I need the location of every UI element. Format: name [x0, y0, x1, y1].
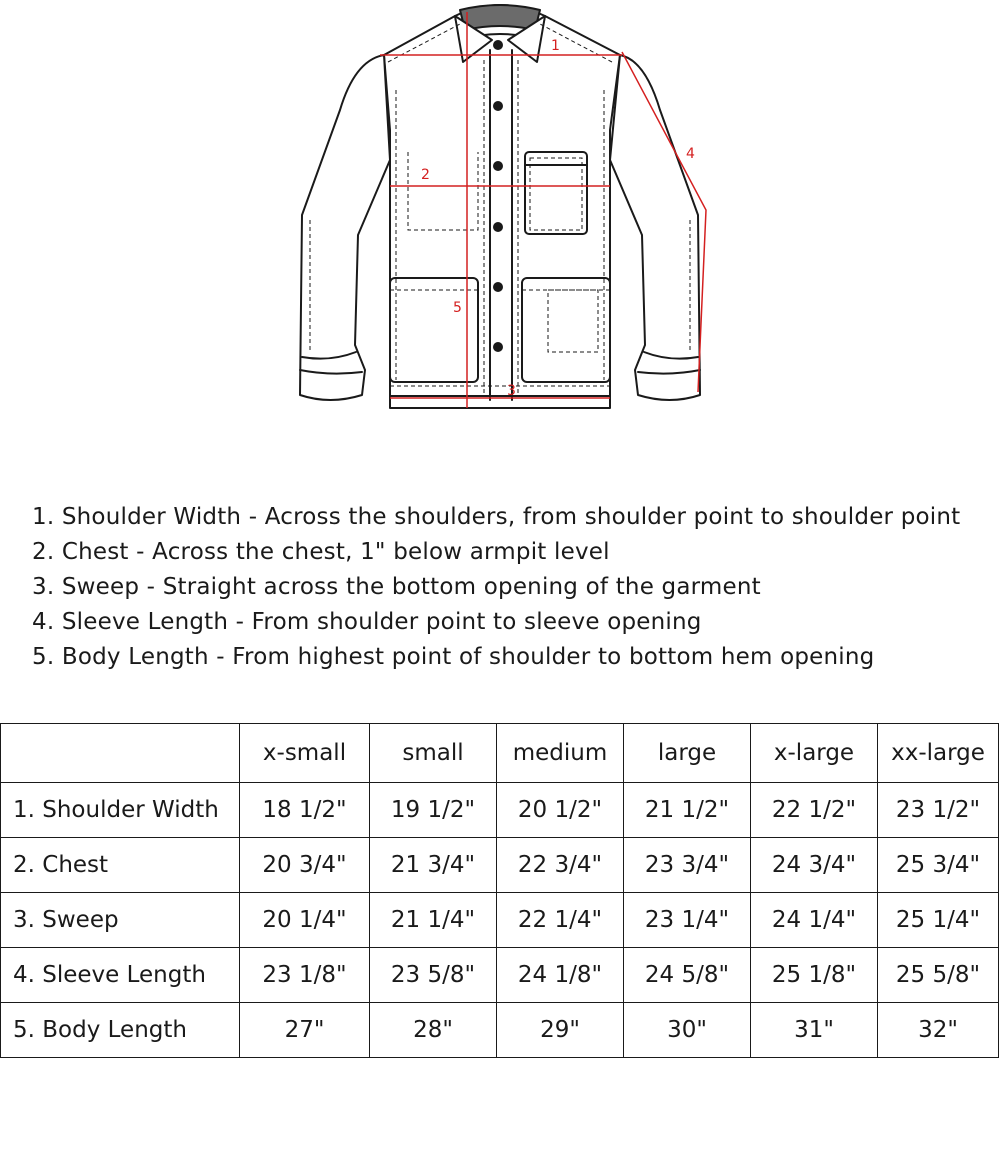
table-cell: 22 1/4"	[497, 893, 624, 948]
size-header-xsmall: x-small	[240, 724, 370, 783]
table-cell: 24 1/4"	[751, 893, 878, 948]
size-header-large: large	[624, 724, 751, 783]
table-cell: 24 1/8"	[497, 948, 624, 1003]
row-label: 1. Shoulder Width	[1, 783, 240, 838]
table-cell: 24 5/8"	[624, 948, 751, 1003]
table-header-row	[1, 724, 999, 783]
definition-body-length: 5. Body Length - From highest point of shoulder to bottom hem opening	[32, 644, 875, 670]
table-row	[1, 783, 999, 838]
table-cell: 21 1/4"	[370, 893, 497, 948]
table-cell: 19 1/2"	[370, 783, 497, 838]
size-chart-table	[0, 723, 999, 1058]
definition-chest: 2. Chest - Across the chest, 1" below armpit level	[32, 539, 610, 565]
table-row	[1, 838, 999, 893]
table-cell: 25 1/4"	[878, 893, 999, 948]
definition-shoulder-width: 1. Shoulder Width - Across the shoulders, from shoulder point to shoulder point	[32, 504, 961, 530]
left-sleeve-outline	[300, 55, 390, 400]
table-cell: 18 1/2"	[240, 783, 370, 838]
row-label: 5. Body Length	[1, 1003, 240, 1058]
table-cell: 28"	[370, 1003, 497, 1058]
label-sweep: 3	[507, 383, 516, 399]
table-cell: 20 3/4"	[240, 838, 370, 893]
table-cell: 23 3/4"	[624, 838, 751, 893]
table-cell: 20 1/2"	[497, 783, 624, 838]
table-cell: 20 1/4"	[240, 893, 370, 948]
table-cell: 25 3/4"	[878, 838, 999, 893]
table-cell: 32"	[878, 1003, 999, 1058]
table-cell: 25 1/8"	[751, 948, 878, 1003]
table-cell: 23 5/8"	[370, 948, 497, 1003]
label-shoulder: 1	[551, 38, 560, 54]
table-row	[1, 1003, 999, 1058]
label-chest: 2	[421, 167, 430, 183]
table-corner-cell	[1, 724, 240, 783]
table-cell: 22 3/4"	[497, 838, 624, 893]
table-cell: 21 3/4"	[370, 838, 497, 893]
table-cell: 23 1/2"	[878, 783, 999, 838]
table-cell: 25 5/8"	[878, 948, 999, 1003]
right-sleeve-outline	[610, 55, 700, 400]
row-label: 4. Sleeve Length	[1, 948, 240, 1003]
size-header-small: small	[370, 724, 497, 783]
label-body: 5	[453, 300, 462, 316]
lower-right-pocket	[522, 278, 610, 382]
jacket-measurement-diagram	[0, 0, 1000, 420]
table-cell: 30"	[624, 1003, 751, 1058]
definition-sweep: 3. Sweep - Straight across the bottom opening of the garment	[32, 574, 761, 600]
measurement-definitions	[32, 500, 960, 675]
label-sleeve: 4	[686, 146, 695, 162]
lower-left-pocket	[390, 278, 478, 382]
table-cell: 23 1/4"	[624, 893, 751, 948]
size-header-xxlarge: xx-large	[878, 724, 999, 783]
table-cell: 31"	[751, 1003, 878, 1058]
size-header-xlarge: x-large	[751, 724, 878, 783]
table-cell: 22 1/2"	[751, 783, 878, 838]
table-row	[1, 893, 999, 948]
table-cell: 23 1/8"	[240, 948, 370, 1003]
table-cell: 24 3/4"	[751, 838, 878, 893]
table-cell: 29"	[497, 1003, 624, 1058]
size-header-medium: medium	[497, 724, 624, 783]
row-label: 2. Chest	[1, 838, 240, 893]
table-cell: 21 1/2"	[624, 783, 751, 838]
definition-sleeve-length: 4. Sleeve Length - From shoulder point to sleeve opening	[32, 609, 702, 635]
table-row	[1, 948, 999, 1003]
row-label: 3. Sweep	[1, 893, 240, 948]
table-cell: 27"	[240, 1003, 370, 1058]
